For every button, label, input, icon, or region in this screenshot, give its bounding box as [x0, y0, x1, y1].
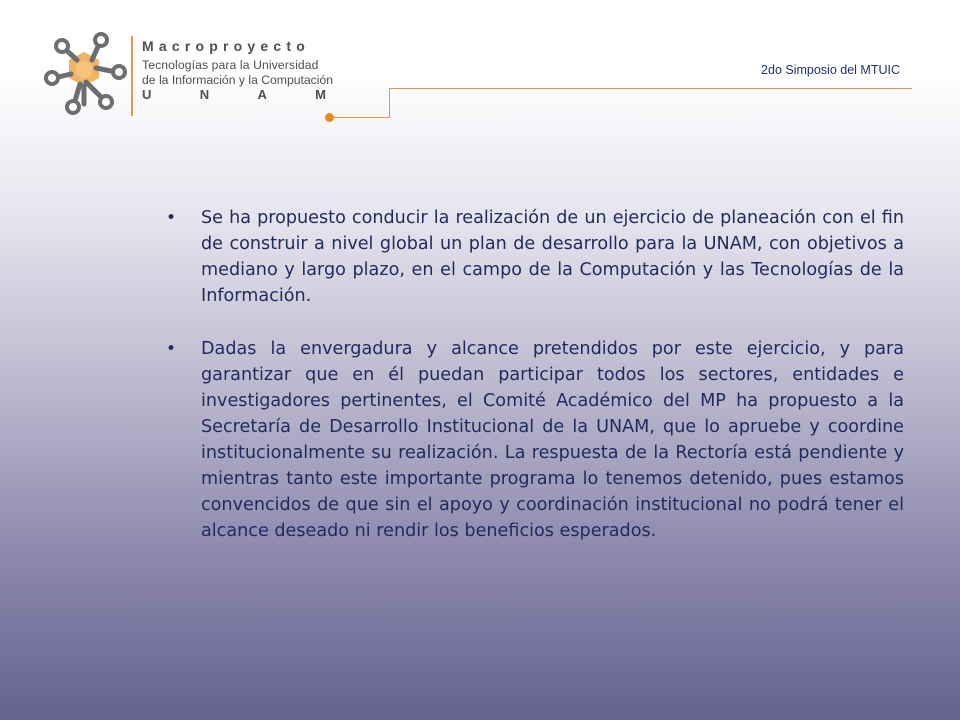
brand-subtitle-line1: Tecnologías para la Universidad — [142, 58, 319, 72]
brand-unam-letter: A — [257, 87, 267, 102]
bullet-list — [166, 205, 904, 544]
header-rule-dot — [325, 113, 334, 122]
event-label: 2do Simposio del MTUIC — [761, 63, 900, 77]
brand-unam-letter: M — [315, 87, 326, 102]
macroproyecto-logo-icon — [44, 30, 144, 120]
brand-unam-letter: N — [199, 87, 210, 102]
header-rule-connector — [389, 88, 390, 118]
list-item — [166, 205, 904, 309]
bullet-text: Se ha propuesto conducir la realización de un ejercicio de planeación con el fin de construir a nivel global un plan de desarrollo para la UNAM, con objetivos a mediano y largo plazo, en el campo de la Computación y las Tecnologías de la Información. — [201, 208, 904, 306]
header-rule — [390, 88, 912, 89]
bullet-text: Dadas la envergadura y alcance pretendidos por este ejercicio, y para garantizar que en él puedan participar todos los sectores, entidades e investigadores pertinentes, el Comité Académico del MP ha propuesto a la Secretaría de Desarrollo Institucional de la UNAM, que lo apruebe y coordine institucionalmente su realización. La respuesta de la Rectoría está pendiente y mientras tanto este importante programa lo tenemos detenido, pues estamos convencidos de que sin el apoyo y coordinación institucional no podrá tener el alcance deseado ni rendir los beneficios esperados. — [201, 339, 904, 541]
brand-title: Macroproyecto — [142, 38, 310, 54]
brand-subtitle-line2: de la Información y la Computación — [142, 73, 334, 87]
brand-unam-letter: U — [142, 87, 152, 102]
list-item — [166, 336, 904, 544]
bullet-dot-icon: • — [166, 339, 177, 359]
header-rule-stub — [330, 117, 390, 118]
brand-divider — [131, 36, 133, 116]
brand-unam — [142, 87, 326, 102]
bullet-dot-icon: • — [166, 208, 177, 228]
